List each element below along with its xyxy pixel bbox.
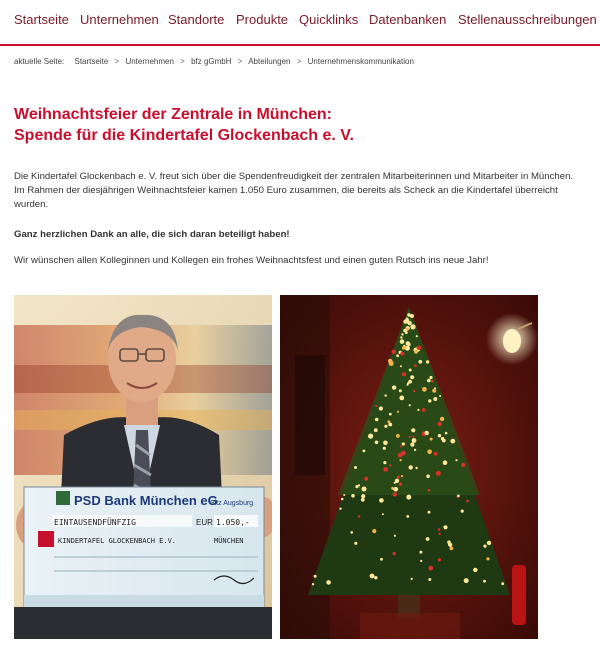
wall-lamp-icon: [503, 329, 521, 353]
tree-light: [427, 379, 431, 383]
tree-light: [380, 558, 383, 561]
tree-light: [443, 460, 448, 465]
tree-light: [314, 575, 317, 578]
breadcrumb-separator: >: [180, 57, 185, 66]
tree-light: [410, 314, 414, 318]
tree-light: [418, 360, 422, 364]
tree-light: [375, 441, 379, 445]
tree-light: [354, 466, 357, 469]
tree-light: [383, 447, 386, 450]
tree-light: [361, 494, 365, 498]
tree-light: [431, 380, 434, 383]
tree-light: [374, 428, 378, 432]
tree-light: [417, 346, 422, 351]
tree-light: [401, 475, 403, 477]
tree-light: [339, 508, 341, 510]
tree-light: [487, 541, 491, 545]
photo-cheque-handover-image: [14, 295, 272, 639]
nav-item-quicklinks[interactable]: Quicklinks: [299, 12, 359, 27]
breadcrumb-item-unternehmen[interactable]: Unternehmen: [125, 57, 174, 66]
tree-light: [372, 529, 376, 533]
tree-light: [402, 346, 405, 349]
tree-light: [428, 489, 431, 492]
tree-light: [413, 390, 415, 392]
tree-light: [411, 428, 415, 432]
tree-light: [358, 484, 360, 486]
tree-light: [406, 495, 411, 500]
main-navigation: [0, 0, 600, 46]
tree-light: [440, 417, 444, 421]
tree-light: [400, 339, 405, 344]
page-title-line-2: Spende für die Kindertafel Glockenbach e. V.: [14, 127, 354, 144]
article-paragraph-1: Die Kindertafel Glockenbach e. V. freut sich über die Spendenfreudigkeit der zentralen Mitarbeiterinnen und Mitarbeiter in München. Im Rahmen der diesjährigen Weihnachtsfeier kamen 1.050 Euro zusammen, die bereits als Scheck an die Kindertafel überreicht wurden.: [14, 171, 574, 210]
article-paragraph-thanks: Ganz herzlichen Dank an alle, die sich daran beteiligt haben!: [14, 229, 290, 240]
tree-light: [389, 413, 392, 416]
tree-light: [368, 434, 373, 439]
tree-light: [397, 476, 400, 479]
tree-light: [397, 411, 399, 413]
tree-light: [464, 578, 469, 583]
tree-light: [429, 566, 434, 571]
tree-light: [399, 396, 404, 401]
tree-light: [438, 422, 442, 426]
tree-light: [406, 318, 408, 320]
tree-light: [438, 558, 441, 561]
nav-item-unternehmen[interactable]: Unternehmen: [80, 12, 159, 27]
tree-light: [436, 471, 441, 476]
tree-light: [385, 394, 387, 396]
nav-item-startseite[interactable]: Startseite: [14, 12, 69, 27]
tree-light: [430, 438, 433, 441]
breadcrumb-separator: >: [237, 57, 243, 66]
tree-light: [388, 359, 393, 364]
tree-light: [433, 397, 437, 401]
tree-light: [483, 545, 486, 548]
tree-light: [354, 542, 357, 545]
tree-light: [389, 464, 391, 466]
tree-light: [441, 437, 444, 440]
tree-light: [439, 395, 441, 397]
tree-light: [426, 360, 429, 363]
tree-light: [409, 369, 412, 372]
breadcrumb-separator: >: [114, 57, 120, 66]
tree-light: [410, 375, 414, 379]
tree-light: [343, 494, 345, 496]
tree-light: [405, 346, 410, 351]
cheque-bank-sitz: Sitz Augsburg: [210, 500, 254, 507]
tree-light: [361, 498, 365, 502]
tree-light: [411, 578, 413, 580]
tree-light: [382, 513, 384, 515]
page-title: [14, 104, 574, 146]
tree-light: [401, 333, 403, 335]
tree-light: [414, 364, 417, 367]
tree-light: [350, 531, 353, 534]
tree-light: [448, 543, 452, 547]
tree-light: [400, 336, 402, 338]
tree-light: [428, 511, 431, 514]
tree-light: [428, 578, 431, 581]
tree-light: [457, 495, 460, 498]
tree-light: [406, 341, 410, 345]
breadcrumb-label: aktuelle Seite:: [14, 57, 65, 66]
breadcrumb-item-unternehmenskommunikation[interactable]: Unternehmenskommunikation: [307, 57, 414, 66]
tree-light: [426, 475, 430, 479]
tree-light: [443, 525, 447, 529]
photo-christmas-tree-image: [280, 295, 538, 639]
tree-light: [393, 492, 397, 496]
tree-light: [428, 399, 431, 402]
tree-light: [399, 483, 402, 486]
nav-item-standorte[interactable]: Standorte: [168, 12, 225, 27]
tree-light: [413, 436, 415, 438]
tree-light: [400, 352, 404, 356]
tree-light: [473, 568, 477, 572]
tree-light: [422, 408, 426, 412]
ec-logo-icon: [38, 531, 54, 547]
tree-light: [483, 580, 486, 583]
nav-item-produkte[interactable]: Produkte: [236, 12, 289, 27]
tree-light: [461, 510, 464, 513]
tree-light: [396, 354, 399, 357]
tree-light: [398, 453, 403, 458]
tree-light: [414, 350, 418, 354]
tree-light: [383, 441, 388, 446]
tree-light: [409, 404, 411, 406]
tree-light: [406, 320, 410, 324]
tree-light: [450, 546, 454, 550]
tree-light: [375, 418, 379, 422]
bank-logo-icon: [56, 491, 70, 505]
tree-light: [409, 436, 411, 438]
tree-light: [399, 389, 402, 392]
tree-light: [403, 329, 407, 333]
tree-light: [358, 515, 360, 517]
tree-light: [434, 452, 438, 456]
tree-light: [406, 515, 409, 518]
tree-light: [384, 425, 387, 428]
tree-light: [410, 443, 414, 447]
cheque-payee: KINDERTAFEL GLOCKENBACH E.V.: [58, 537, 177, 545]
tree-light: [412, 438, 417, 443]
photo-cheque-handover: [14, 295, 272, 639]
tree-light: [420, 560, 422, 562]
fire-extinguisher-icon: [512, 565, 526, 625]
nav-item-datenbanken[interactable]: Datenbanken: [369, 12, 447, 27]
tree-light: [455, 459, 457, 461]
tree-light: [414, 449, 416, 451]
tree-light: [450, 439, 455, 444]
article-paragraph-wishes: Wir wünschen allen Kolleginnen und Kollegen ein frohes Weihnachtsfest und einen guten Rutsch ins neue Jahr!: [14, 255, 489, 266]
tree-light: [422, 387, 427, 392]
tree-light: [461, 463, 465, 467]
tree-light: [438, 528, 441, 531]
tree-light: [392, 350, 396, 354]
tree-light: [394, 487, 399, 492]
tree-light: [388, 423, 392, 427]
tree-light: [416, 335, 418, 337]
tree-light: [501, 582, 504, 585]
tree-light: [363, 450, 366, 453]
tree-light: [383, 467, 388, 472]
tree-light: [362, 487, 367, 492]
breadcrumb-separator: >: [296, 57, 302, 66]
cheque-bank-name: PSD Bank München eG: [74, 493, 218, 508]
tree-light: [370, 574, 375, 579]
tree-light: [486, 557, 489, 560]
tree-light: [341, 498, 344, 501]
tree-light: [312, 583, 314, 585]
page-title-line-1: Weihnachtsfeier der Zentrale in München:: [14, 106, 332, 123]
cheque-amount: 1.050,-: [216, 518, 250, 527]
tree-light: [425, 431, 429, 435]
tree-light: [427, 450, 432, 455]
breadcrumb-item-startseite[interactable]: Startseite: [74, 57, 109, 66]
tree-light: [426, 537, 430, 541]
tree-light: [394, 535, 396, 537]
tree-light: [432, 389, 436, 393]
tree-light: [326, 580, 331, 585]
tree-light: [399, 459, 401, 461]
tree-light: [445, 432, 448, 435]
tree-light: [429, 376, 432, 379]
tree-light: [402, 372, 406, 376]
photo-christmas-tree: [280, 295, 538, 639]
cheque-amount-words: EINTAUSENDFÜNFZIG: [54, 518, 136, 527]
tree-light: [415, 467, 417, 469]
tree-light: [400, 446, 402, 448]
tree-light: [410, 324, 415, 329]
tree-light: [379, 498, 384, 503]
tree-light: [392, 385, 396, 389]
tree-light: [419, 551, 422, 554]
cheque-place: MÜNCHEN: [214, 537, 244, 545]
tree-light: [466, 500, 469, 503]
tree-light: [438, 533, 440, 535]
tree-light: [393, 552, 396, 555]
tree-light: [383, 461, 386, 464]
tree-light: [396, 434, 400, 438]
tree-light: [351, 494, 355, 498]
tree-light: [409, 465, 413, 469]
tree-light: [394, 482, 396, 484]
tree-light: [400, 365, 402, 367]
tree-light: [374, 576, 377, 579]
tree-light: [438, 434, 441, 437]
cheque-currency: EUR: [196, 518, 213, 527]
breadcrumb: [14, 57, 418, 66]
tree-light: [379, 406, 383, 410]
tree-light: [407, 382, 409, 384]
breadcrumb-item-bfz[interactable]: bfz gGmbH: [191, 57, 232, 66]
breadcrumb-item-abteilungen[interactable]: Abteilungen: [248, 57, 291, 66]
tree-light: [375, 405, 377, 407]
tree-light: [364, 477, 368, 481]
tree-light: [417, 409, 419, 411]
nav-item-stellenausschreibungen[interactable]: Stellenausschreibungen: [458, 12, 597, 27]
tree-light: [402, 442, 405, 445]
